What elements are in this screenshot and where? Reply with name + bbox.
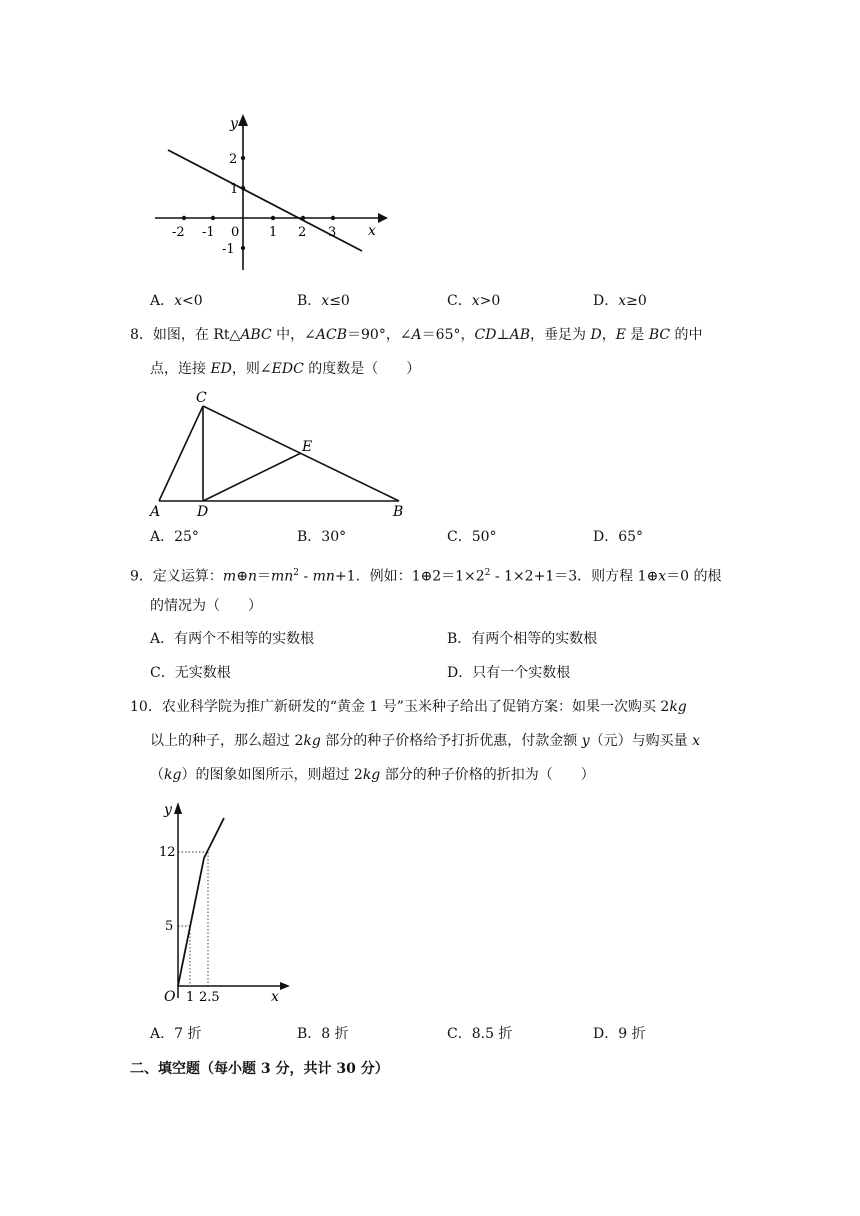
q10-stem-line3: （kg）的图象如图所示，则超过 2kg 部分的种子价格的折扣为（ ） bbox=[150, 767, 595, 783]
payment-graph-line bbox=[178, 818, 224, 986]
q8-option-b: B．30° bbox=[297, 529, 347, 545]
tick-dot bbox=[331, 216, 335, 220]
point-label-c: C bbox=[196, 390, 207, 406]
x-tick-label: -1 bbox=[202, 225, 215, 240]
q7-option-b: B．x≤0 bbox=[297, 293, 350, 309]
segment-ca bbox=[159, 406, 203, 501]
x-axis-arrow bbox=[378, 213, 388, 223]
x-tick-label: 2 bbox=[298, 225, 307, 240]
y-tick-label: 2 bbox=[229, 152, 238, 167]
y-axis-label: y bbox=[230, 116, 238, 132]
y-axis-arrow bbox=[174, 802, 182, 814]
q7-option-d: D．x≥0 bbox=[593, 293, 647, 309]
section-2-heading: 二、填空题（每小题 3 分，共计 30 分） bbox=[130, 1061, 389, 1077]
q10-option-a: A．7 折 bbox=[150, 1026, 202, 1042]
q7-option-c: C．x>0 bbox=[447, 293, 501, 309]
origin-label: O bbox=[164, 989, 176, 1005]
q7-option-a: A．x<0 bbox=[150, 293, 203, 309]
point-label-d: D bbox=[197, 504, 209, 520]
x-tick-label: 1 bbox=[269, 225, 278, 240]
tick-dot bbox=[271, 216, 275, 220]
y-tick-label: -1 bbox=[222, 242, 235, 257]
segment-de bbox=[203, 453, 301, 501]
q8-triangle-figure bbox=[145, 388, 415, 520]
tick-dot bbox=[241, 186, 245, 190]
q8-stem-line1: 8．如图，在 Rt△ABC 中，∠ACB＝90°，∠A＝65°，CD⊥AB，垂足为 D，E 是 BC 的中 bbox=[130, 327, 703, 343]
q7-graph bbox=[150, 112, 390, 282]
point-label-e: E bbox=[302, 439, 313, 455]
q9-option-c: C．无实数根 bbox=[150, 665, 231, 681]
q10-option-c: C．8.5 折 bbox=[447, 1026, 513, 1042]
q9-stem-line1: 9．定义运算：$m\oplus n=mn^2 - mn+1$．例如：$1\oplus 2=1\times 2^2 - 1\times 2+1=3$．则方程 1⊕x＝0 的根 bbox=[130, 568, 722, 585]
q9-option-d: D．只有一个实数根 bbox=[447, 665, 571, 681]
q10-option-d: D．9 折 bbox=[593, 1026, 646, 1042]
q9-stem-line2: 的情况为（ ） bbox=[150, 598, 262, 614]
tick-dot bbox=[182, 216, 186, 220]
x-axis-arrow bbox=[280, 982, 290, 990]
point-label-a: A bbox=[150, 504, 161, 520]
q10-stem-line2: 以上的种子，那么超过 2kg 部分的种子价格给予打折优惠，付款金额 y（元）与购买量 x bbox=[150, 733, 700, 749]
y-axis-label: y bbox=[164, 802, 172, 818]
q10-graph bbox=[150, 798, 300, 1008]
y-tick-label: 5 bbox=[165, 919, 174, 934]
q8-option-c: C．50° bbox=[447, 529, 497, 545]
tick-dot bbox=[241, 246, 245, 250]
q8-stem-line2: 点，连接 ED，则∠EDC 的度数是（ ） bbox=[150, 361, 421, 377]
q10-option-b: B．8 折 bbox=[297, 1026, 349, 1042]
q8-option-a: A．25° bbox=[150, 529, 199, 545]
x-tick-label: 1 bbox=[186, 990, 195, 1005]
tick-dot bbox=[211, 216, 215, 220]
x-tick-label: 3 bbox=[328, 225, 337, 240]
tick-dot bbox=[301, 216, 305, 220]
x-tick-label: -2 bbox=[172, 225, 185, 240]
q9-option-b: B．有两个相等的实数根 bbox=[447, 631, 598, 647]
q8-option-d: D．65° bbox=[593, 529, 644, 545]
point-label-b: B bbox=[393, 504, 404, 520]
y-tick-label: 12 bbox=[159, 845, 176, 860]
x-axis-label: x bbox=[271, 989, 279, 1005]
tick-dot bbox=[241, 156, 245, 160]
x-axis-label: x bbox=[368, 223, 376, 239]
x-tick-label: 2.5 bbox=[199, 990, 220, 1005]
x-tick-label: 0 bbox=[231, 225, 240, 240]
q10-stem-line1: 10．农业科学院为推广新研发的“黄金 1 号”玉米种子给出了促销方案：如果一次购买 2kg bbox=[130, 699, 687, 715]
q9-option-a: A．有两个不相等的实数根 bbox=[150, 631, 315, 647]
y-axis-arrow bbox=[238, 114, 248, 126]
y-tick-label: 1 bbox=[230, 182, 239, 197]
